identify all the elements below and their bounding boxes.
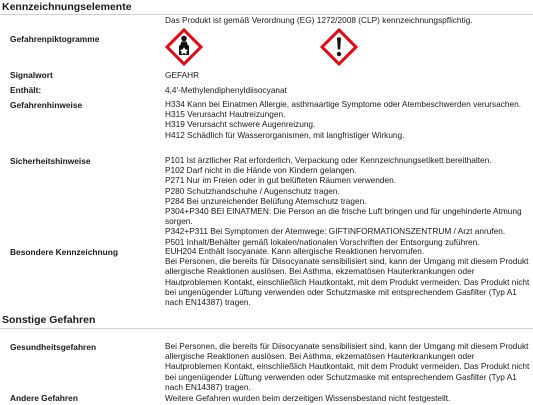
section-divider bbox=[0, 328, 533, 329]
hazard-statement: H334 Kann bei Einatmen Allergie, asthmaartige Symptome oder Atembeschwerden verursachen. bbox=[165, 99, 522, 109]
other-hazards-text: Weitere Gefahren wurden beim derzeitigen Wissensbestand nicht festgestellt. bbox=[165, 393, 451, 403]
contains-value: 4,4'-Methylendiphenyldiisocyanat bbox=[165, 85, 287, 95]
health-hazards-text: Bei Personen, die bereits für Diisocyanate sensibilisiert sind, kann der Umgang mit diesem Produkt allergische Reaktionen auslösen. Bei Asthma, ekzematösen Hauterkrankungen oder Hautproblemen Kontakt, einschließlich Hautkontakt, mit dem Produkt vermeiden. Das Produkt nicht bei ungenügender Lüftung verwenden oder Schutzmaske mit entsprechendem Gasfilter (Typ A1 nach EN14387) tragen. bbox=[165, 341, 530, 392]
label-pictograms: Gefahrenpiktogramme bbox=[10, 34, 100, 44]
precautionary-statement: P280 Schutzhandschuhe / Augenschutz tragen. bbox=[165, 185, 340, 196]
special-labelling-line: EUH204 Enthält Isocyanate. Kann allergische Reaktionen hervorrufen. bbox=[165, 246, 425, 256]
health-hazard-icon bbox=[164, 27, 204, 67]
special-labelling-text bbox=[165, 246, 531, 307]
precautionary-statement: P342+P311 Bei Symptomen der Atemwege: GIFTINFORMATIONSZENTRUM / Arzt anrufen. bbox=[165, 226, 506, 237]
label-signal-word: Signalwort bbox=[10, 70, 53, 80]
precautionary-statement: P501 Inhalt/Behälter gemäß lokalen/nationalen Vorschriften der Entsorgung zuführen. bbox=[165, 236, 480, 247]
precautionary-statement: P101 Ist ärztlicher Rat erforderlich, Verpackung oder Kennzeichnungsetikett bereithalten. bbox=[165, 155, 492, 165]
exclamation-mark-icon bbox=[319, 27, 359, 67]
section-title: Kennzeichnungselemente bbox=[2, 1, 132, 13]
other-section-title: Sonstige Gefahren bbox=[2, 314, 96, 326]
hazard-statements-list bbox=[165, 99, 531, 140]
intro-text: Das Produkt ist gemäß Verordnung (EG) 1272/2008 (CLP) kennzeichnungspflichtig. bbox=[165, 15, 473, 25]
hazard-statement: H315 Verursacht Hautreizungen. bbox=[165, 109, 286, 120]
hazard-statement: H412 Schädlich für Wasserorganismen, mit langfristiger Wirkung. bbox=[165, 129, 405, 140]
precautionary-statements-list bbox=[165, 155, 531, 247]
label-health-hazards: Gesundheitsgefahren bbox=[10, 342, 97, 352]
precautionary-statement: P271 Nur im Freien oder in gut belüfteten Räumen verwenden. bbox=[165, 175, 397, 186]
precautionary-statement: P304+P340 BEI EINATMEN: Die Person an die frische Luft bringen und für ungehinderte Atmung sorgen. bbox=[165, 206, 522, 227]
label-contains: Enthält: bbox=[10, 85, 42, 95]
signal-word-value: GEFAHR bbox=[165, 70, 200, 80]
label-special-labelling: Besondere Kennzeichnung bbox=[10, 247, 118, 257]
precautionary-statement: P102 Darf nicht in die Hände von Kindern gelangen. bbox=[165, 165, 357, 176]
label-other-hazards: Andere Gefahren bbox=[10, 393, 78, 403]
special-labelling-line: Bei Personen, die bereits für Diisocyanate sensibilisiert sind, kann der Umgang mit diesem Produkt allergische Reaktionen auslösen. Bei Asthma, ekzematösen Hauterkrankungen oder Hautproblemen Kontakt, einschließlich Hautkontakt, mit dem Produkt vermeiden. Das Produkt nicht bei ungenügender Lüftung verwenden oder Schutzmaske mit entsprechendem Gasfilter (Typ A1 nach EN14387) tragen. bbox=[165, 256, 530, 308]
precautionary-statement: P284 Bei unzureichender Belüfung Atemschutz tragen. bbox=[165, 195, 367, 206]
hazard-statement: H319 Verursacht schwere Augenreizung. bbox=[165, 119, 316, 130]
label-precautionary: Sicherheitshinweise bbox=[10, 156, 91, 166]
label-hazard-statements: Gefahrenhinweise bbox=[10, 100, 83, 110]
